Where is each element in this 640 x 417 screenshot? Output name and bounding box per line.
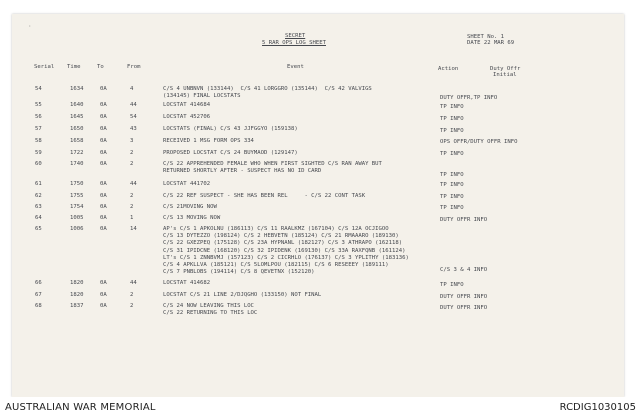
entry-from: 44 — [130, 181, 137, 187]
entry-event-line: C/S 22 REF SUSPECT - SHE HAS BEEN REL - C/S 22 CONT TASK — [163, 193, 366, 199]
entry-time: 1820 — [70, 292, 84, 298]
entry-time: 1740 — [70, 161, 84, 167]
col-header-time: Time — [67, 64, 81, 70]
entry-to: 0A — [100, 126, 107, 132]
entry-event-line: RETURNED SHORTLY AFTER - SUSPECT HAS NO ID CARD — [163, 168, 322, 175]
entry-time: 1755 — [70, 193, 84, 199]
entry-to: 0A — [100, 280, 107, 286]
entry-action: TP INFO — [440, 194, 464, 200]
entry-serial: 64 — [35, 215, 42, 221]
entry-time: 1722 — [70, 150, 84, 156]
col-header-duty-offr: Duty Offr — [490, 66, 521, 72]
institution-label: AUSTRALIAN WAR MEMORIAL — [5, 402, 156, 413]
entry-time: 1634 — [70, 86, 84, 92]
entry-to: 0A — [100, 204, 107, 210]
entry-serial: 55 — [35, 102, 42, 108]
entry-action: DUTY OFFR INFO — [440, 294, 488, 300]
entry-serial: 67 — [35, 292, 42, 298]
entry-event-line: PROPOSED LOCSTAT C/S 24 BUYMAOD (129147) — [163, 150, 298, 156]
entry-action: TP INFO — [440, 205, 464, 211]
col-header-serial: Serial — [34, 64, 55, 70]
entry-time: 1006 — [70, 226, 84, 232]
entry-to: 0A — [100, 114, 107, 120]
entry-event-line: C/S 4 APKLLVA (185121) C/S 5LOMLPOU (182115) C/S 6 RESEEEY (189111) — [163, 262, 389, 268]
entry-from: 2 — [130, 161, 134, 167]
entry-event-line: LOCSTAT 414682 — [163, 280, 211, 286]
entry-serial: 63 — [35, 204, 42, 210]
entry-to: 0A — [100, 215, 107, 221]
entry-from: 2 — [130, 193, 134, 199]
entry-time: 1658 — [70, 138, 84, 144]
entry-action: TP INFO — [440, 128, 464, 134]
archive-footer — [0, 397, 640, 417]
entry-to: 0A — [100, 303, 107, 309]
entry-time: 1820 — [70, 280, 84, 286]
entry-serial: 54 — [35, 86, 42, 92]
entry-action: OPS OFFR/DUTY OFFR INFO — [440, 139, 518, 145]
archive-reference: RCDIG1030105 — [559, 402, 636, 413]
entry-to: 0A — [100, 226, 107, 232]
entry-from: 44 — [130, 102, 137, 108]
entry-time: 1837 — [70, 303, 84, 309]
col-header-to: To — [97, 64, 104, 70]
col-header-action: Action — [438, 66, 459, 72]
entry-serial: 56 — [35, 114, 42, 120]
entry-from: 54 — [130, 114, 137, 120]
entry-event-line: C/S 22 GXEZPEQ (175128) C/S 23A HYPNANL (182127) C/S 3 ATHRAPO (162118) — [163, 240, 403, 247]
entry-from: 4 — [130, 86, 134, 92]
entry-from: 3 — [130, 138, 134, 144]
entry-from: 44 — [130, 280, 137, 286]
entry-serial: 59 — [35, 150, 42, 156]
entry-serial: 60 — [35, 161, 42, 167]
entry-serial: 61 — [35, 181, 42, 187]
entry-event-line: C/S 13 MOVING NOW — [163, 215, 221, 221]
entry-to: 0A — [100, 86, 107, 92]
entry-serial: 58 — [35, 138, 42, 144]
entry-from: 2 — [130, 204, 134, 210]
entry-to: 0A — [100, 150, 107, 156]
col-header-from: From — [127, 64, 141, 70]
entry-event-line: LT's C/S 1 ZNNBVMJ (157123) C/S 2 CICRHLO (176137) C/S 3 YPLITHY (183136) — [163, 254, 409, 261]
entry-from: 14 — [130, 226, 137, 232]
entry-to: 0A — [100, 292, 107, 298]
entry-event-line: AP's C/S 1 APKOLNU (186113) C/S 11 RAALKMZ (167104) C/S 12A OCJIGOO — [163, 226, 389, 232]
entry-event-line: LOCSTAT 414684 — [163, 102, 211, 108]
entry-action: TP INFO — [440, 182, 464, 188]
entry-action: DUTY OFFR,TP INFO — [440, 95, 498, 101]
entry-time: 1754 — [70, 204, 84, 210]
entry-time: 1645 — [70, 114, 84, 120]
entry-action: TP INFO — [440, 172, 464, 178]
entry-time: 1650 — [70, 126, 84, 132]
entry-serial: 66 — [35, 280, 42, 286]
entry-action: TP INFO — [440, 116, 464, 122]
entry-to: 0A — [100, 161, 107, 167]
entry-event-line: C/S 22 RETURNING TO THIS LOC — [163, 310, 258, 317]
entry-time: 1005 — [70, 215, 84, 221]
entry-event-line: LOCSTAT 452706 — [163, 114, 211, 120]
entry-event-line: C/S 21MOVING NOW — [163, 204, 217, 210]
entry-action: TP INFO — [440, 282, 464, 288]
classification-heading: SECRET — [285, 33, 306, 39]
entry-event-line: C/S 13 DYTEZZO (198124) C/S 2 HEBVETN (185124) C/S 21 RMAAARO (189130) — [163, 233, 399, 240]
entry-event-line: C/S 31 IPIDCNE (168120) C/S 32 IPIDENK (169130) C/S 33A RAXFQNB (161124) — [163, 247, 406, 254]
entry-to: 0A — [100, 102, 107, 108]
entry-to: 0A — [100, 181, 107, 187]
log-date: DATE 22 MAR 69 — [467, 40, 515, 46]
entry-serial: 62 — [35, 193, 42, 199]
sheet-number: SHEET No. 1 — [467, 34, 505, 40]
entry-serial: 57 — [35, 126, 42, 132]
entry-from: 1 — [130, 215, 134, 221]
entry-action: DUTY OFFR INFO — [440, 217, 488, 223]
entry-serial: 68 — [35, 303, 42, 309]
entry-from: 43 — [130, 126, 137, 132]
entry-action: DUTY OFFR INFO — [440, 305, 488, 311]
entry-event-line: (134145) FINAL LOCSTATS — [163, 93, 241, 100]
entry-serial: 65 — [35, 226, 42, 232]
entry-time: 1640 — [70, 102, 84, 108]
col-header-initial: Initial — [493, 72, 517, 78]
entry-from: 2 — [130, 150, 134, 156]
col-header-event: Event — [287, 64, 304, 70]
entry-event-line: C/S 22 APPREHENDED FEMALE WHO WHEN FIRST SIGHTED C/S RAN AWAY BUT — [163, 161, 382, 167]
log-title: 5 RAR OPS LOG SHEET — [262, 40, 326, 46]
corner-mark: · — [28, 23, 32, 30]
entry-action: C/S 3 & 4 INFO — [440, 267, 488, 273]
entry-from: 2 — [130, 292, 134, 298]
entry-to: 0A — [100, 138, 107, 144]
entry-event-line: C/S 4 UNBNVN (133144) C/S 41 LORGGRO (135144) C/S 42 VALVIGS — [163, 86, 372, 92]
entry-event-line: C/S 24 NOW LEAVING THIS LOC — [163, 303, 254, 309]
entry-event-line: LOCSTATS (FINAL) C/S 43 JJFGGYO (159138) — [163, 126, 298, 132]
entry-time: 1750 — [70, 181, 84, 187]
entry-from: 2 — [130, 303, 134, 309]
entry-action: TP INFO — [440, 104, 464, 110]
entry-event-line: LOCSTAT 441702 — [163, 181, 211, 187]
entry-event-line: LOCSTAT C/S 21 LINE 2/DJQGHO (133150) NOT FINAL — [163, 292, 322, 298]
entry-event-line: RECEIVED 1 MSG FORM OPS 334 — [163, 138, 254, 144]
entry-to: 0A — [100, 193, 107, 199]
entry-action: TP INFO — [440, 151, 464, 157]
entry-event-line: C/S 7 PNBLOBS (194114) C/S 8 QEVETNX (152120) — [163, 269, 315, 276]
